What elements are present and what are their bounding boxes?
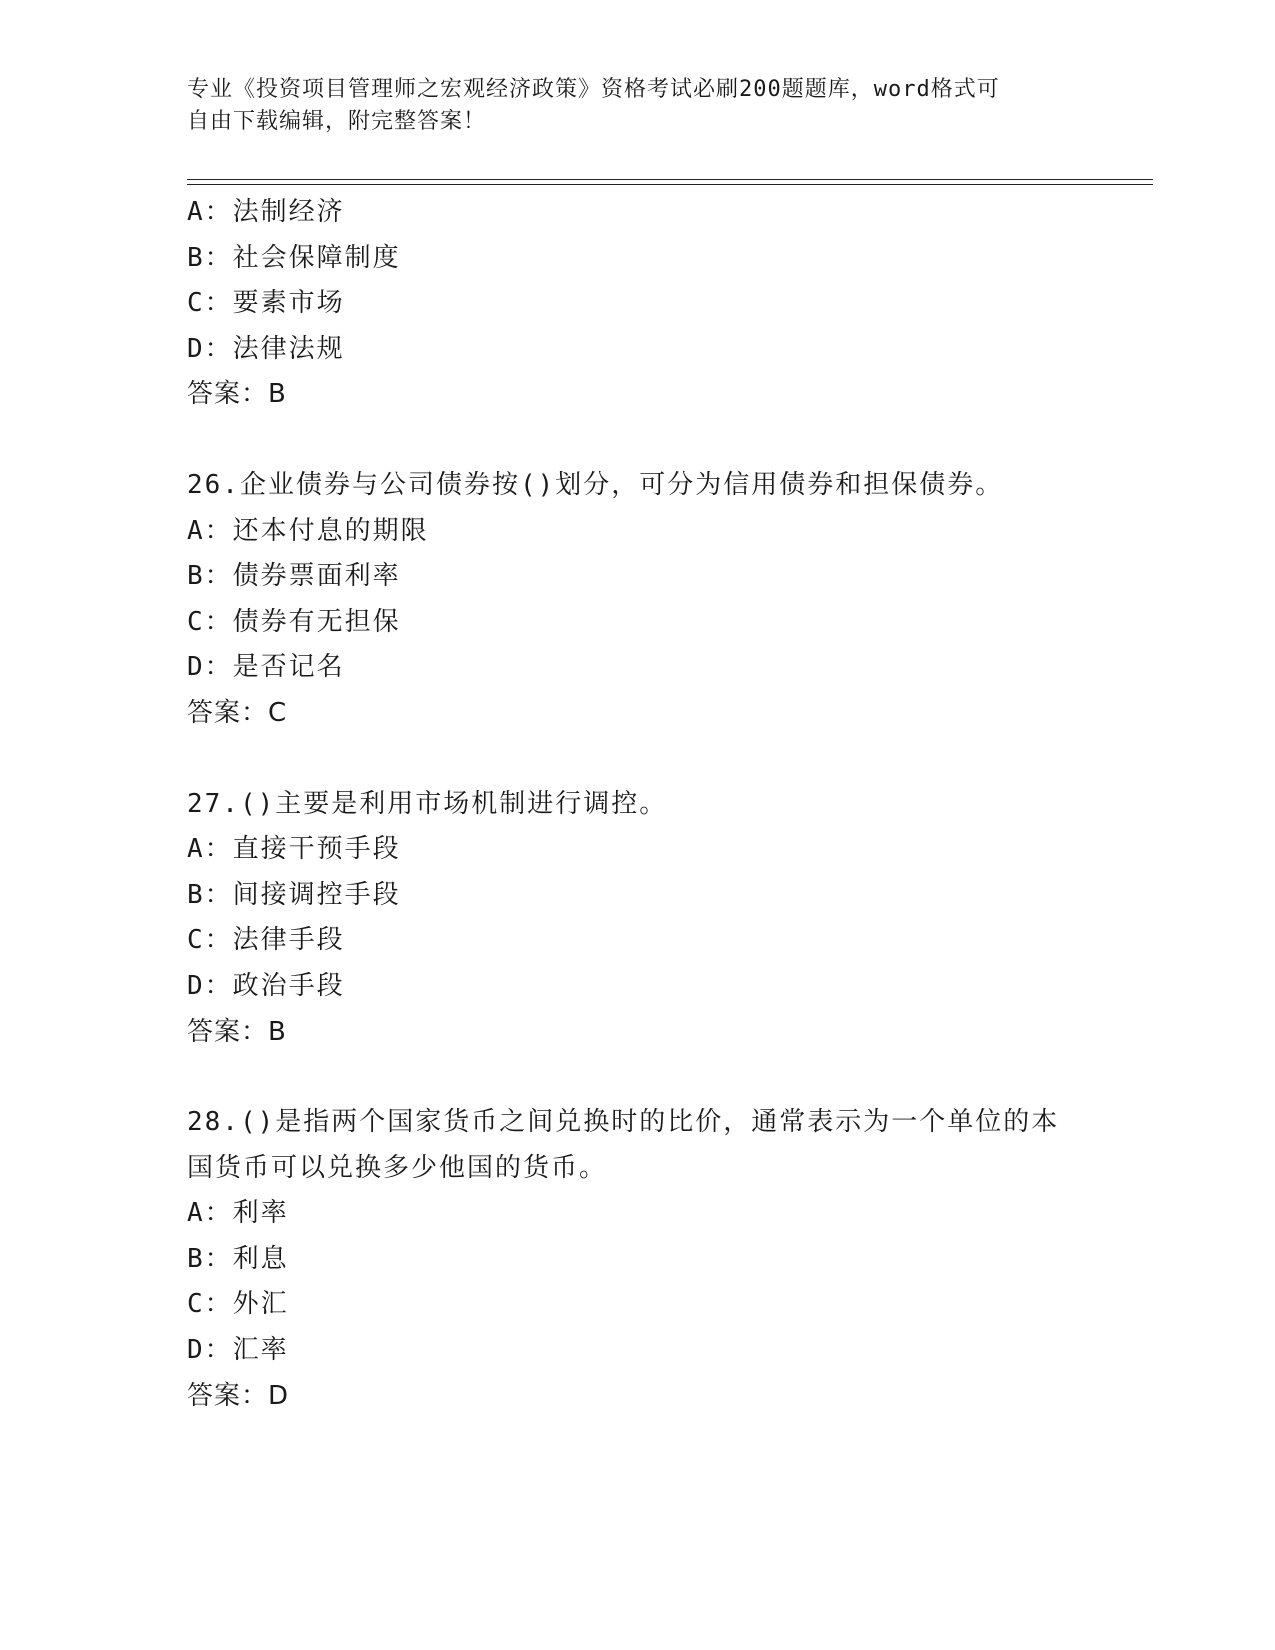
document-header bbox=[187, 74, 1087, 138]
answer: 答案：C bbox=[187, 697, 288, 728]
question-text-line-1: 28.()是指两个国家货币之间兑换时的比价，通常表示为一个单位的本 bbox=[187, 1107, 1060, 1138]
option-d: D：政治手段 bbox=[187, 970, 345, 1001]
question-block-27 bbox=[187, 782, 1147, 1056]
option-b: B：间接调控手段 bbox=[187, 879, 401, 910]
option-c: C：外汇 bbox=[187, 1289, 289, 1320]
option-b: B：社会保障制度 bbox=[187, 242, 401, 273]
option-c: C：债券有无担保 bbox=[187, 606, 401, 637]
option-b: B：利息 bbox=[187, 1243, 289, 1274]
answer: 答案：B bbox=[187, 1016, 287, 1047]
question-block-25 bbox=[187, 190, 1147, 418]
option-c: C：要素市场 bbox=[187, 288, 345, 319]
question-text-line-2: 国货币可以兑换多少他国的货币。 bbox=[187, 1152, 608, 1183]
option-d: D：汇率 bbox=[187, 1335, 289, 1366]
option-d: D：法律法规 bbox=[187, 333, 345, 364]
option-c: C：法律手段 bbox=[187, 925, 345, 956]
question-text: 26.企业债券与公司债券按()划分，可分为信用债券和担保债券。 bbox=[187, 469, 1004, 500]
option-a: A：还本付息的期限 bbox=[187, 515, 429, 546]
option-b: B：债券票面利率 bbox=[187, 561, 401, 592]
header-line-1: 专业《投资项目管理师之宏观经济政策》资格考试必刷200题题库，word格式可 bbox=[187, 77, 1000, 102]
header-rule-bottom bbox=[187, 184, 1153, 185]
header-rule-top bbox=[187, 179, 1153, 180]
option-a: A：法制经济 bbox=[187, 197, 345, 227]
option-a: A：直接干预手段 bbox=[187, 834, 401, 865]
option-d: D：是否记名 bbox=[187, 652, 345, 683]
spacer bbox=[187, 418, 1147, 463]
question-block-26 bbox=[187, 463, 1147, 737]
header-line-2: 自由下载编辑，附完整答案！ bbox=[187, 109, 487, 134]
spacer bbox=[187, 737, 1147, 782]
spacer bbox=[187, 1055, 1147, 1100]
question-list bbox=[187, 190, 1147, 1419]
answer: 答案：D bbox=[187, 1380, 290, 1411]
option-a: A：利率 bbox=[187, 1198, 289, 1229]
answer: 答案：B bbox=[187, 379, 287, 410]
question-block-28 bbox=[187, 1100, 1147, 1419]
question-text: 27.()主要是利用市场机制进行调控。 bbox=[187, 788, 668, 819]
